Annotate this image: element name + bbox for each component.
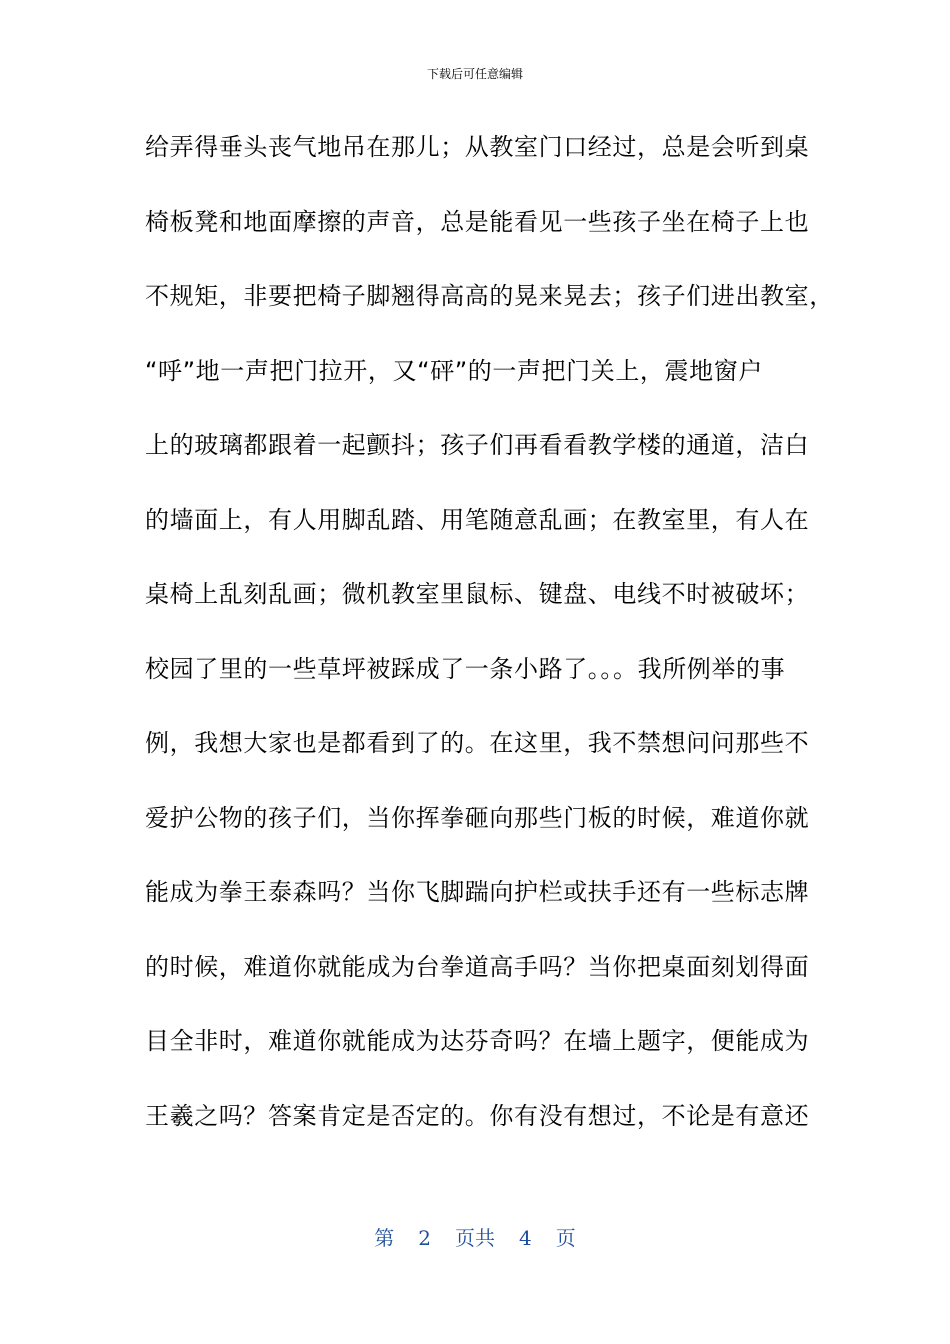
- text-line: 能成为拳王泰森吗？当你飞脚踹向护栏或扶手还有一些标志牌: [145, 878, 810, 906]
- footer-label-middle: 页共: [455, 1226, 495, 1250]
- text-line: 椅板凳和地面摩擦的声音，总是能看见一些孩子坐在椅子上也: [145, 207, 810, 236]
- page-header: [0, 64, 950, 84]
- footer-total-pages: 4: [519, 1226, 532, 1250]
- text-line: 的时候，难道你就能成为台拳道高手吗？当你把桌面刻划得面: [145, 952, 810, 981]
- text-line: 不规矩，非要把椅子脚翘得高高的晃来晃去；孩子们进出教室，: [145, 282, 834, 310]
- footer-current-page: 2: [418, 1226, 431, 1250]
- page-footer: [0, 1224, 950, 1252]
- text-line: 的墙面上，有人用脚乱踏、用笔随意乱画；在教室里，有人在: [145, 505, 810, 534]
- text-line: 给弄得垂头丧气地吊在那儿；从教室门口经过，总是会听到桌: [145, 133, 810, 161]
- text-line: 目全非时，难道你就能成为达芬奇吗？在墙上题字，便能成为: [145, 1027, 810, 1055]
- footer-label-prefix: 第: [374, 1226, 395, 1250]
- footer-label-suffix: 页: [555, 1226, 576, 1250]
- document-body: [145, 110, 834, 1153]
- text-line: “呼”地一声把门拉开，又“砰”的一声把门关上，震地窗户: [145, 356, 763, 385]
- text-line: 王羲之吗？答案肯定是否定的。你有没有想过，不论是有意还: [145, 1101, 810, 1130]
- text-line: 爱护公物的孩子们，当你挥拳砸向那些门板的时候，难道你就: [145, 803, 810, 832]
- text-line: 校园了里的一些草坪被踩成了一条小路了。。。我所例举的事: [145, 654, 786, 683]
- header-note: 下载后可任意编辑: [426, 67, 523, 81]
- text-line: 例，我想大家也是都看到了的。在这里，我不禁想问问那些不: [145, 729, 810, 757]
- text-line: 上的玻璃都跟着一起颤抖；孩子们再看看教学楼的通道，洁白: [145, 431, 810, 459]
- text-line: 桌椅上乱刻乱画；微机教室里鼠标、键盘、电线不时被破坏；: [145, 580, 810, 608]
